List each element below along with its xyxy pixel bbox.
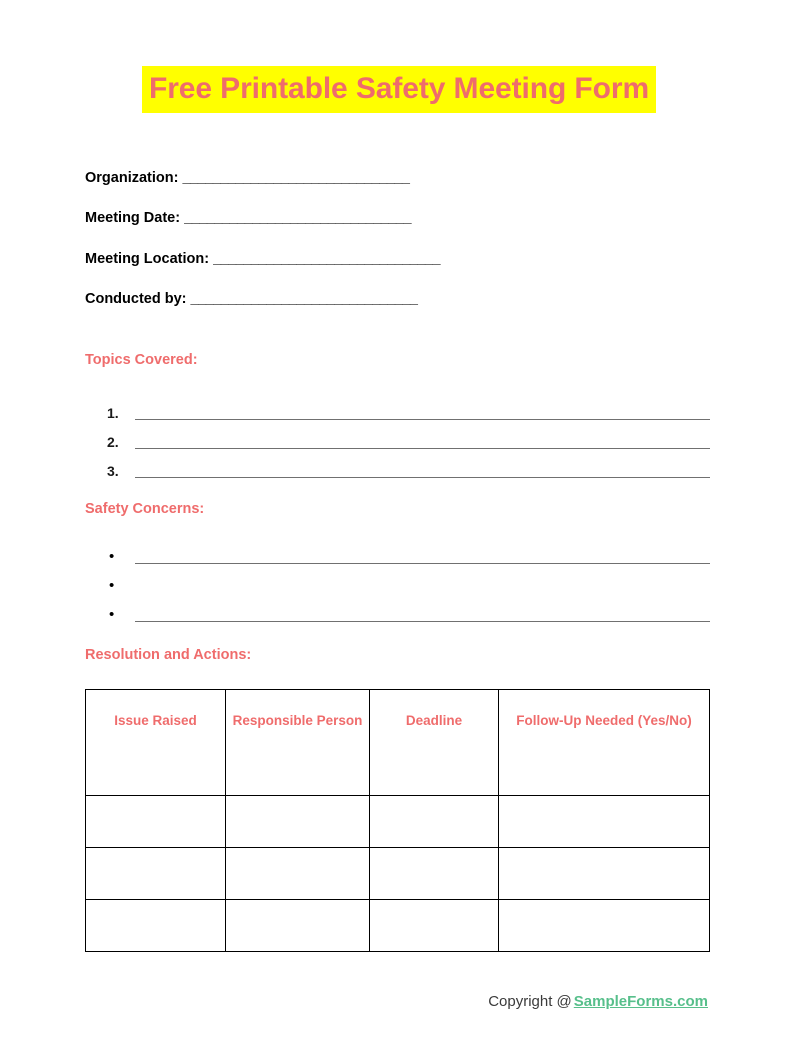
field-blank-meeting-date[interactable]: ______________________________ <box>184 210 412 227</box>
table-cell-responsible-person[interactable] <box>226 900 370 952</box>
table-cell-follow-up-needed[interactable] <box>499 796 710 848</box>
field-row-conducted-by <box>85 291 725 308</box>
resolution-and-actions-table <box>85 689 710 952</box>
footer-copyright <box>488 993 708 1010</box>
bullet-icon-1: • <box>109 548 115 565</box>
field-row-meeting-date <box>85 210 725 227</box>
list-marker-2: 2. <box>107 433 119 450</box>
field-label-meeting-date: Meeting Date: <box>85 210 181 227</box>
list-item <box>85 600 710 629</box>
table-row <box>86 848 710 900</box>
list-item <box>85 571 710 600</box>
field-blank-meeting-location[interactable]: ______________________________ <box>213 250 441 267</box>
concern-write-line-3[interactable] <box>135 621 710 622</box>
section-heading-safety-concerns: Safety Concerns: <box>85 501 205 517</box>
topic-write-line-2[interactable] <box>135 448 710 449</box>
field-label-conducted-by: Conducted by: <box>85 291 187 308</box>
safety-concerns-list <box>85 542 710 629</box>
table-cell-issue-raised[interactable] <box>86 848 226 900</box>
section-heading-topics-covered: Topics Covered: <box>85 352 198 368</box>
table-cell-issue-raised[interactable] <box>86 900 226 952</box>
field-blank-organization[interactable]: ______________________________ <box>182 170 410 186</box>
table-body <box>86 796 710 952</box>
table-column-header-follow-up-needed: Follow-Up Needed (Yes/No) <box>499 690 710 796</box>
table-row <box>86 900 710 952</box>
table-cell-responsible-person[interactable] <box>226 796 370 848</box>
table-cell-issue-raised[interactable] <box>86 796 226 848</box>
topic-write-line-1[interactable] <box>135 419 710 420</box>
page-title: Free Printable Safety Meeting Form <box>142 66 656 113</box>
field-label-organization: Organization: <box>85 170 179 186</box>
field-blank-conducted-by[interactable]: ______________________________ <box>190 291 418 308</box>
field-row-organization <box>85 170 725 187</box>
list-item <box>85 542 710 571</box>
page-title-container <box>0 66 798 113</box>
fields-section <box>85 170 725 332</box>
field-row-meeting-location <box>85 251 725 268</box>
table-column-header-issue-raised: Issue Raised <box>86 690 226 796</box>
resolution-and-actions-table-wrapper <box>85 689 709 952</box>
table-cell-follow-up-needed[interactable] <box>499 848 710 900</box>
table-cell-responsible-person[interactable] <box>226 848 370 900</box>
concern-write-line-1[interactable] <box>135 563 710 564</box>
table-cell-deadline[interactable] <box>370 900 499 952</box>
brand-link-sampleforms[interactable]: SampleForms.com <box>573 993 708 1010</box>
copyright-text: Copyright @ <box>488 993 572 1010</box>
table-cell-deadline[interactable] <box>370 848 499 900</box>
bullet-icon-3: • <box>109 606 115 623</box>
field-label-meeting-location: Meeting Location: <box>85 250 210 267</box>
table-header-row <box>86 690 710 796</box>
list-item <box>85 398 710 427</box>
table-cell-follow-up-needed[interactable] <box>499 900 710 952</box>
list-item <box>85 456 710 485</box>
topic-write-line-3[interactable] <box>135 477 710 478</box>
table-column-header-deadline: Deadline <box>370 690 499 796</box>
section-heading-resolution-and-actions: Resolution and Actions: <box>85 647 252 663</box>
table-header <box>86 690 710 796</box>
table-column-header-responsible-person: Responsible Person <box>226 690 370 796</box>
list-marker-1: 1. <box>107 404 119 421</box>
topics-covered-list <box>85 398 710 485</box>
table-cell-deadline[interactable] <box>370 796 499 848</box>
bullet-icon-2: • <box>109 577 115 594</box>
list-marker-3: 3. <box>107 462 119 479</box>
list-item <box>85 427 710 456</box>
table-row <box>86 796 710 848</box>
